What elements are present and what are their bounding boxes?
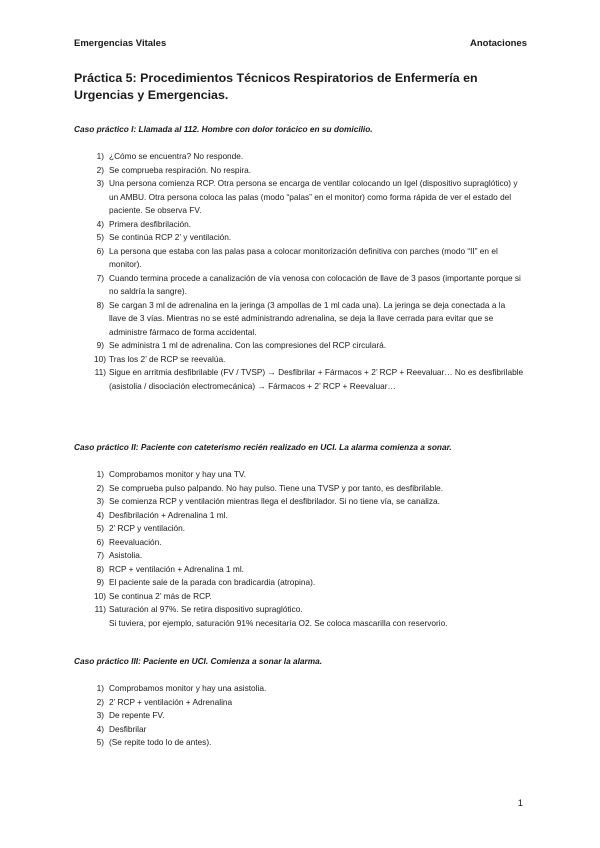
list-item: 1) Comprobamos monitor y hay una TV. bbox=[96, 469, 246, 479]
list-item: 4) Desfibrilar bbox=[96, 723, 147, 734]
list-item: 6) La persona que estaba con las palas pasa a colocar monitorización definitiva con parches (modo “II” en el monitor). bbox=[96, 245, 498, 269]
list-item: 8) RCP + ventilación + Adrenalina 1 ml. bbox=[96, 563, 244, 574]
list-item: 5) 2’ RCP y ventilación. bbox=[96, 523, 186, 533]
list-item: 9) El paciente sale de la parada con bradicardia (atropina). bbox=[96, 577, 316, 587]
list-item: 2) Se comprueba respiración. No respira. bbox=[96, 164, 252, 175]
list-item: 1) Comprobamos monitor y hay una asistolia. bbox=[96, 683, 267, 693]
document-title: Práctica 5: Procedimientos Técnicos Respiratorios de Enfermería en Urgencias y Emergencias. bbox=[74, 71, 478, 102]
case-3-list bbox=[74, 682, 524, 750]
header-section-title: Emergencias Vitales bbox=[74, 38, 167, 49]
header-notes-label: Anotaciones bbox=[469, 38, 527, 49]
list-item: 11) Sigue en arritmia desfibrilable (FV / TVSP) → Desfibrilar + Fármacos + 2’ RCP + Reevaluar… No es desfibrilable (asistolia / disociación electromecánica) → Fármacos + 2’ RCP + Reevaluar… bbox=[94, 367, 524, 391]
page-number: 1 bbox=[517, 798, 523, 809]
list-item: 5) Se continúa RCP 2’ y ventilación. bbox=[96, 232, 232, 242]
case-2-title: Caso práctico II: Paciente con cateterismo recién realizado en UCI. La alarma comienza a sonar. bbox=[74, 442, 452, 452]
list-item: 4) Desfibrilación + Adrenalina 1 ml. bbox=[96, 509, 228, 520]
list-item: 11) Saturación al 97%. Se retira dispositivo supraglótico. Si tuviera, por ejemplo, saturación 91% necesitaría O2. Se coloca mascarilla con reservorio. bbox=[94, 604, 448, 628]
list-item: 2) Se comprueba pulso palpando. No hay pulso. Tiene una TVSP y por tanto, es desfibrilable. bbox=[96, 482, 444, 493]
list-item: 3) Una persona comienza RCP. Otra persona se encarga de ventilar colocando un Igel (dispositivo supraglótico) y un AMBU. Otra persona coloca las palas (modo “palas” en el monitor) como forma rápida de ver el estado del paciente. Se observa FV. bbox=[96, 178, 518, 215]
list-item: 9) Se administra 1 ml de adrenalina. Con las compresiones del RCP circulará. bbox=[96, 340, 387, 350]
case-1-list bbox=[74, 150, 524, 393]
list-item: 10) Se continua 2’ más de RCP. bbox=[94, 590, 212, 601]
list-item: 5) (Se repite todo lo de antes). bbox=[96, 737, 212, 747]
case-3-title: Caso práctico III: Paciente en UCI. Comienza a sonar la alarma. bbox=[74, 656, 323, 666]
list-item: 2) 2’ RCP + ventilación + Adrenalina bbox=[96, 696, 233, 707]
list-item: 7) Cuando termina procede a canalización de vía venosa con colocación de llave de 3 pasos (importante porque si no saldría la sangre). bbox=[96, 272, 521, 296]
list-item: 4) Primera desfibrilación. bbox=[96, 218, 192, 229]
list-item: 8) Se cargan 3 ml de adrenalina en la jeringa (3 ampollas de 1 ml cada una). La jeringa se deja conectada a la llave de 3 vías. Mientras no se esté administrando adrenalina, se deja la llave cerrada para evitar que se administre fármaco de forma accidental. bbox=[96, 299, 506, 337]
page-header bbox=[74, 38, 527, 49]
list-item: 7) Asistolia. bbox=[96, 550, 143, 560]
list-item: 3) Se comienza RCP y ventilación mientras llega el desfibrilador. Si no tiene vía, se canaliza. bbox=[96, 496, 440, 506]
case-2-list bbox=[74, 468, 524, 630]
list-item: 6) Reevaluación. bbox=[96, 536, 162, 547]
list-item: 1) ¿Cómo se encuentra? No responde. bbox=[96, 151, 244, 161]
list-item: 3) De repente FV. bbox=[96, 710, 165, 720]
list-item: 10) Tras los 2’ de RCP se reevalúa. bbox=[94, 353, 226, 364]
case-1-title: Caso práctico I: Llamada al 112. Hombre con dolor torácico en su domicilio. bbox=[74, 124, 373, 134]
